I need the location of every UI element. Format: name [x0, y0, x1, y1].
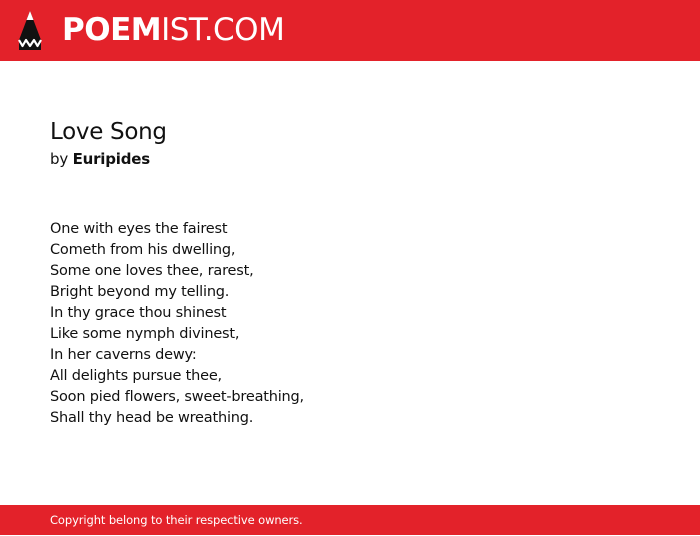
poem-line: Like some nymph divinest,: [50, 326, 240, 342]
author-name: Euripides: [72, 150, 150, 168]
logo-text-bold: POEM: [62, 12, 162, 48]
poem-body: [50, 219, 650, 429]
poem-byline: [50, 148, 650, 170]
copyright-text: Copyright belong to their respective owners.: [50, 513, 303, 527]
poem-line: Bright beyond my telling.: [50, 284, 230, 300]
poem-line: Soon pied flowers, sweet-breathing,: [50, 389, 304, 405]
poem-line: Some one loves thee, rarest,: [50, 263, 254, 279]
poem-line: Shall thy head be wreathing.: [50, 410, 254, 426]
site-logo[interactable]: [62, 10, 284, 50]
site-header: [0, 0, 700, 61]
poem-line: In thy grace thou shinest: [50, 305, 227, 321]
poem-content: [50, 117, 650, 429]
by-label: by: [50, 150, 68, 168]
poem-line: Cometh from his dwelling,: [50, 242, 236, 258]
poem-line: One with eyes the fairest: [50, 221, 228, 237]
poem-line: All delights pursue thee,: [50, 368, 222, 384]
site-footer: [0, 505, 700, 535]
pencil-tip-icon[interactable]: [18, 10, 42, 51]
poem-title: Love Song: [50, 119, 167, 145]
logo-text-light: IST.COM: [161, 12, 285, 48]
poem-line: In her caverns dewy:: [50, 347, 197, 363]
